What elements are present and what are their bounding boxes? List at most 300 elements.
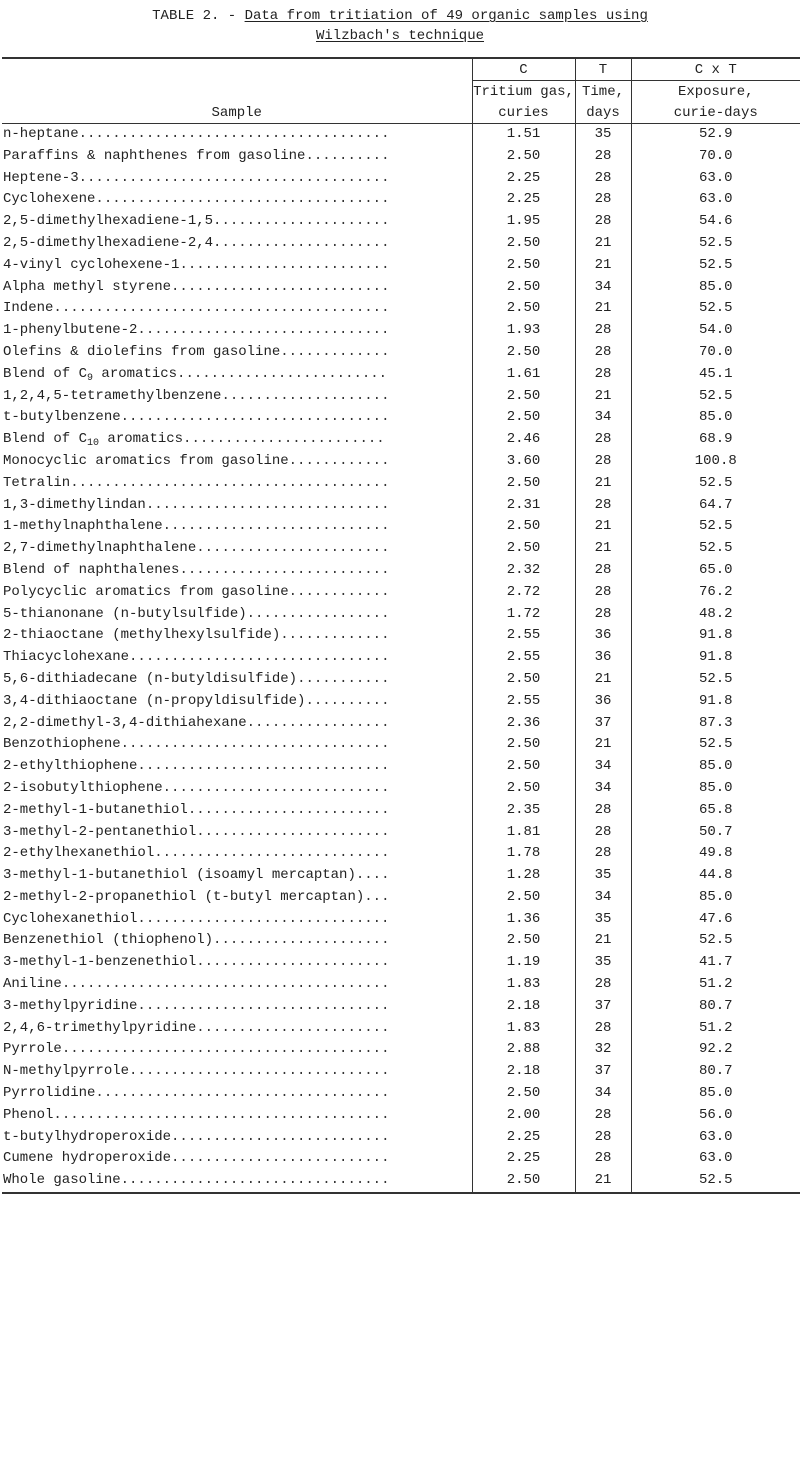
- table-row: [2, 233, 800, 255]
- sample-name-cell: [2, 887, 472, 909]
- curies-cell: 2.35: [472, 800, 575, 822]
- curie-days-cell: 85.0: [631, 277, 800, 299]
- days-cell: 28: [575, 211, 631, 233]
- days-cell: 21: [575, 538, 631, 560]
- curie-days-cell: 76.2: [631, 582, 800, 604]
- leader-dots: .......................: [196, 1019, 390, 1036]
- table-row: [2, 255, 800, 277]
- leader-dots: .......................................: [61, 976, 390, 993]
- leader-dots: .........................: [179, 256, 390, 273]
- curie-days-cell: 63.0: [631, 1148, 800, 1170]
- table-row: [2, 560, 800, 582]
- sample-name: Blend of naphthalenes: [3, 561, 180, 578]
- curie-days-cell: 85.0: [631, 778, 800, 800]
- sample-name: 4-vinyl cyclohexene-1: [3, 256, 180, 273]
- curies-cell: 2.25: [472, 189, 575, 211]
- sample-name: Alpha methyl styrene: [3, 278, 172, 295]
- curie-days-cell: 85.0: [631, 1083, 800, 1105]
- curie-days-cell: 80.7: [631, 1061, 800, 1083]
- leader-dots: ........................: [183, 431, 385, 448]
- table-row: [2, 625, 800, 647]
- table-row: [2, 713, 800, 735]
- curie-days-cell: 51.2: [631, 1018, 800, 1040]
- days-cell: 28: [575, 800, 631, 822]
- sample-name: Cyclohexene: [3, 191, 96, 208]
- curies-cell: 2.00: [472, 1105, 575, 1127]
- table-caption: Data from tritiation of 49 organic samples using: [244, 8, 648, 24]
- leader-dots: ..............................: [137, 322, 390, 339]
- curie-days-cell: 52.5: [631, 930, 800, 952]
- table-bottom-rule: [2, 1192, 800, 1194]
- curie-days-cell: 100.8: [631, 451, 800, 473]
- table-row: [2, 429, 800, 451]
- sample-name-cell: [2, 1105, 472, 1127]
- leader-dots: ...........................: [162, 518, 390, 535]
- curie-days-cell: 45.1: [631, 364, 800, 386]
- sample-name-cell: [2, 364, 472, 386]
- sample-name-cell: [2, 734, 472, 756]
- table-row: [2, 691, 800, 713]
- curie-days-cell: 56.0: [631, 1105, 800, 1127]
- curies-cell: 2.50: [472, 255, 575, 277]
- sample-name-cell: [2, 713, 472, 735]
- curies-cell: 2.50: [472, 473, 575, 495]
- leader-dots: ..........................: [171, 278, 390, 295]
- leader-dots: ........................: [187, 801, 390, 818]
- sample-name: Heptene-3: [3, 169, 79, 186]
- curie-days-cell: 41.7: [631, 952, 800, 974]
- table-row: [2, 124, 800, 146]
- data-table: [2, 59, 800, 1192]
- curie-days-cell: 52.5: [631, 516, 800, 538]
- table-row: [2, 604, 800, 626]
- curie-days-cell: 54.6: [631, 211, 800, 233]
- sample-name: Tetralin: [3, 474, 71, 491]
- header-t-line1: Time,: [575, 81, 631, 103]
- days-cell: 34: [575, 1083, 631, 1105]
- sample-name: t-butylhydroperoxide: [3, 1128, 172, 1145]
- curies-cell: 1.19: [472, 952, 575, 974]
- table-row: [2, 1105, 800, 1127]
- curies-cell: 2.50: [472, 386, 575, 408]
- days-cell: 35: [575, 909, 631, 931]
- curie-days-cell: 85.0: [631, 407, 800, 429]
- curies-cell: 1.28: [472, 865, 575, 887]
- sample-name: 3,4-dithiaoctane (n-propyldisulfide): [3, 692, 306, 709]
- curies-cell: 1.51: [472, 124, 575, 146]
- header-c-symbol: C: [472, 59, 575, 81]
- days-cell: 28: [575, 1105, 631, 1127]
- sample-name-cell: [2, 277, 472, 299]
- header-blank: [2, 59, 472, 81]
- sample-name: 2,4,6-trimethylpyridine: [3, 1019, 197, 1036]
- curie-days-cell: 52.5: [631, 386, 800, 408]
- sample-name-subscript: 9: [87, 372, 94, 384]
- table-row: [2, 538, 800, 560]
- table-row: [2, 647, 800, 669]
- curie-days-cell: 85.0: [631, 887, 800, 909]
- curies-cell: 1.95: [472, 211, 575, 233]
- sample-name: Phenol: [3, 1106, 54, 1123]
- curies-cell: 2.25: [472, 1148, 575, 1170]
- sample-name-cell: [2, 168, 472, 190]
- days-cell: 28: [575, 451, 631, 473]
- sample-name-cell: [2, 473, 472, 495]
- table-row: [2, 168, 800, 190]
- curies-cell: 2.31: [472, 495, 575, 517]
- days-cell: 21: [575, 930, 631, 952]
- curie-days-cell: 52.5: [631, 734, 800, 756]
- table-row: [2, 1061, 800, 1083]
- curies-cell: 1.36: [472, 909, 575, 931]
- leader-dots: .......................................: [61, 1041, 390, 1058]
- sample-name-cell: [2, 604, 472, 626]
- sample-name-cell: [2, 1170, 472, 1192]
- curies-cell: 2.50: [472, 233, 575, 255]
- header-t-line2: days: [575, 102, 631, 124]
- sample-name: 2,2-dimethyl-3,4-dithiahexane: [3, 714, 247, 731]
- days-cell: 28: [575, 320, 631, 342]
- curie-days-cell: 44.8: [631, 865, 800, 887]
- sample-name-cell: [2, 342, 472, 364]
- curie-days-cell: 70.0: [631, 146, 800, 168]
- sample-name-cell: [2, 124, 472, 146]
- curie-days-cell: 85.0: [631, 756, 800, 778]
- curie-days-cell: 52.5: [631, 473, 800, 495]
- sample-name-cell: [2, 516, 472, 538]
- table-row: [2, 930, 800, 952]
- days-cell: 37: [575, 713, 631, 735]
- sample-name-cell: [2, 255, 472, 277]
- curie-days-cell: 68.9: [631, 429, 800, 451]
- curies-cell: 2.50: [472, 734, 575, 756]
- curies-cell: 1.83: [472, 974, 575, 996]
- sample-name-suffix: aromatics: [99, 431, 184, 448]
- days-cell: 28: [575, 560, 631, 582]
- table-row: [2, 909, 800, 931]
- curie-days-cell: 91.8: [631, 691, 800, 713]
- leader-dots: ..........: [305, 692, 390, 709]
- sample-name: Monocyclic aromatics from gasoline: [3, 452, 289, 469]
- leader-dots: ..............................: [137, 758, 390, 775]
- days-cell: 34: [575, 277, 631, 299]
- days-cell: 28: [575, 1148, 631, 1170]
- sample-name-cell: [2, 756, 472, 778]
- table-number: TABLE 2. -: [152, 8, 245, 24]
- table-row: [2, 298, 800, 320]
- table-row: [2, 1127, 800, 1149]
- table-row: [2, 189, 800, 211]
- curies-cell: 2.55: [472, 691, 575, 713]
- curie-days-cell: 63.0: [631, 189, 800, 211]
- leader-dots: ...............................: [129, 1063, 390, 1080]
- curies-cell: 2.50: [472, 538, 575, 560]
- header-blank-2: [2, 81, 472, 103]
- leader-dots: .....................: [213, 234, 390, 251]
- curies-cell: 2.46: [472, 429, 575, 451]
- curie-days-cell: 65.8: [631, 800, 800, 822]
- table-row: [2, 146, 800, 168]
- table-row: [2, 800, 800, 822]
- sample-name-cell: [2, 211, 472, 233]
- table-row: [2, 887, 800, 909]
- table-caption-continued: Wilzbach's technique: [315, 28, 485, 44]
- table-body: [2, 124, 800, 1193]
- sample-name: Blend of C: [3, 365, 88, 382]
- header-ct-symbol: C x T: [631, 59, 800, 81]
- leader-dots: ............: [288, 583, 390, 600]
- curies-cell: 2.32: [472, 560, 575, 582]
- curies-cell: 2.50: [472, 756, 575, 778]
- days-cell: 37: [575, 996, 631, 1018]
- sample-name: 5,6-dithiadecane (n-butyldisulfide): [3, 670, 298, 687]
- curie-days-cell: 92.2: [631, 1039, 800, 1061]
- sample-name-cell: [2, 189, 472, 211]
- leader-dots: .....................: [213, 213, 390, 230]
- leader-dots: .........................: [179, 561, 390, 578]
- days-cell: 28: [575, 1127, 631, 1149]
- curies-cell: 2.25: [472, 1127, 575, 1149]
- sample-name: 2-methyl-2-propanethiol (t-butyl mercaptan): [3, 888, 365, 905]
- sample-name-cell: [2, 822, 472, 844]
- sample-name: Pyrrole: [3, 1041, 62, 1058]
- sample-name: Thiacyclohexane: [3, 649, 130, 666]
- days-cell: 36: [575, 691, 631, 713]
- table-row: [2, 843, 800, 865]
- curie-days-cell: 91.8: [631, 625, 800, 647]
- curies-cell: 2.36: [472, 713, 575, 735]
- curies-cell: 2.50: [472, 298, 575, 320]
- sample-name: 3-methyl-1-benzenethiol: [3, 954, 197, 971]
- curies-cell: 2.50: [472, 1083, 575, 1105]
- days-cell: 28: [575, 843, 631, 865]
- table-row: [2, 734, 800, 756]
- sample-name-cell: [2, 1148, 472, 1170]
- days-cell: 32: [575, 1039, 631, 1061]
- days-cell: 35: [575, 952, 631, 974]
- table-row: [2, 516, 800, 538]
- sample-name-cell: [2, 451, 472, 473]
- curies-cell: 1.78: [472, 843, 575, 865]
- curies-cell: 2.18: [472, 996, 575, 1018]
- leader-dots: .....................................: [78, 126, 390, 142]
- sample-name: 2-ethylthiophene: [3, 758, 138, 775]
- days-cell: 21: [575, 298, 631, 320]
- leader-dots: .................: [246, 714, 390, 731]
- curies-cell: 2.72: [472, 582, 575, 604]
- leader-dots: ........................................: [53, 300, 390, 317]
- table-row: [2, 952, 800, 974]
- table-row: [2, 364, 800, 386]
- curie-days-cell: 64.7: [631, 495, 800, 517]
- table-row: [2, 277, 800, 299]
- leader-dots: ................................: [120, 736, 390, 753]
- table-row: [2, 407, 800, 429]
- header-c-line1: Tritium gas,: [472, 81, 575, 103]
- curie-days-cell: 51.2: [631, 974, 800, 996]
- curie-days-cell: 63.0: [631, 1127, 800, 1149]
- curies-cell: 2.50: [472, 516, 575, 538]
- table-row: [2, 974, 800, 996]
- sample-name-cell: [2, 1127, 472, 1149]
- sample-name: 2,5-dimethylhexadiene-2,4: [3, 234, 214, 251]
- curies-cell: 3.60: [472, 451, 575, 473]
- curies-cell: 2.50: [472, 407, 575, 429]
- curie-days-cell: 52.5: [631, 1170, 800, 1192]
- days-cell: 28: [575, 822, 631, 844]
- days-cell: 36: [575, 625, 631, 647]
- days-cell: 21: [575, 669, 631, 691]
- curie-days-cell: 48.2: [631, 604, 800, 626]
- sample-name-cell: [2, 691, 472, 713]
- sample-name: Cumene hydroperoxide: [3, 1150, 172, 1167]
- data-table-container: [2, 57, 800, 1194]
- header-c-line2: curies: [472, 102, 575, 124]
- curies-cell: 1.83: [472, 1018, 575, 1040]
- leader-dots: .............: [280, 343, 390, 360]
- table-row: [2, 320, 800, 342]
- sample-name: t-butylbenzene: [3, 409, 121, 426]
- table-row: [2, 996, 800, 1018]
- curies-cell: 2.55: [472, 625, 575, 647]
- sample-name: 1,2,4,5-tetramethylbenzene: [3, 387, 222, 404]
- sample-name-cell: [2, 233, 472, 255]
- sample-name-cell: [2, 625, 472, 647]
- days-cell: 28: [575, 974, 631, 996]
- leader-dots: ......................................: [70, 474, 390, 491]
- curies-cell: 2.88: [472, 1039, 575, 1061]
- sample-name-cell: [2, 560, 472, 582]
- curie-days-cell: 91.8: [631, 647, 800, 669]
- leader-dots: ....................: [221, 387, 390, 404]
- table-row: [2, 342, 800, 364]
- sample-name-cell: [2, 647, 472, 669]
- curie-days-cell: 70.0: [631, 342, 800, 364]
- sample-name: Benzothiophene: [3, 736, 121, 753]
- leader-dots: .......................: [196, 540, 390, 557]
- sample-name: 3-methylpyridine: [3, 997, 138, 1014]
- days-cell: 21: [575, 473, 631, 495]
- curie-days-cell: 52.5: [631, 298, 800, 320]
- days-cell: 28: [575, 342, 631, 364]
- sample-name: n-heptane: [3, 126, 79, 142]
- sample-name-cell: [2, 582, 472, 604]
- sample-name-cell: [2, 1083, 472, 1105]
- leader-dots: ...........: [297, 670, 390, 687]
- curie-days-cell: 52.5: [631, 233, 800, 255]
- table-row: [2, 1148, 800, 1170]
- days-cell: 37: [575, 1061, 631, 1083]
- table-row: [2, 669, 800, 691]
- sample-name: Pyrrolidine: [3, 1085, 96, 1102]
- sample-name-cell: [2, 669, 472, 691]
- sample-name: Aniline: [3, 976, 62, 993]
- table-row: [2, 582, 800, 604]
- table-row: [2, 495, 800, 517]
- leader-dots: ..........: [305, 147, 390, 164]
- leader-dots: ................................: [120, 1172, 390, 1189]
- sample-name: 2,7-dimethylnaphthalene: [3, 540, 197, 557]
- sample-name: 1,3-dimethylindan: [3, 496, 146, 513]
- table-title-line-1: [0, 6, 800, 26]
- days-cell: 34: [575, 756, 631, 778]
- days-cell: 21: [575, 734, 631, 756]
- days-cell: 28: [575, 364, 631, 386]
- curie-days-cell: 52.5: [631, 669, 800, 691]
- sample-name-cell: [2, 538, 472, 560]
- curie-days-cell: 87.3: [631, 713, 800, 735]
- sample-name-cell: [2, 1039, 472, 1061]
- sample-name-cell: [2, 996, 472, 1018]
- header-t-symbol: T: [575, 59, 631, 81]
- table-row: [2, 822, 800, 844]
- sample-name: Cyclohexanethiol: [3, 910, 138, 927]
- leader-dots: ............................: [154, 845, 390, 862]
- days-cell: 36: [575, 647, 631, 669]
- days-cell: 21: [575, 1170, 631, 1192]
- sample-name-cell: [2, 429, 472, 451]
- days-cell: 28: [575, 146, 631, 168]
- table-row: [2, 451, 800, 473]
- leader-dots: ...............................: [129, 649, 390, 666]
- sample-name-cell: [2, 146, 472, 168]
- table-row: [2, 1039, 800, 1061]
- sample-name-cell: [2, 974, 472, 996]
- leader-dots: ..........................: [171, 1128, 390, 1145]
- leader-dots: .................: [246, 605, 390, 622]
- leader-dots: ............: [288, 452, 390, 469]
- days-cell: 28: [575, 582, 631, 604]
- curie-days-cell: 65.0: [631, 560, 800, 582]
- leader-dots: .............................: [145, 496, 390, 513]
- curie-days-cell: 80.7: [631, 996, 800, 1018]
- header-ct-line1: Exposure,: [631, 81, 800, 103]
- table-row: [2, 1170, 800, 1192]
- curie-days-cell: 52.5: [631, 538, 800, 560]
- sample-name: Blend of C: [3, 431, 88, 448]
- sample-name-cell: [2, 495, 472, 517]
- days-cell: 21: [575, 516, 631, 538]
- curie-days-cell: 63.0: [631, 168, 800, 190]
- leader-dots: ...................................: [95, 1085, 390, 1102]
- sample-name-cell: [2, 843, 472, 865]
- leader-dots: .....................: [213, 932, 390, 949]
- curies-cell: 2.50: [472, 146, 575, 168]
- curies-cell: 2.50: [472, 1170, 575, 1192]
- days-cell: 35: [575, 865, 631, 887]
- curie-days-cell: 50.7: [631, 822, 800, 844]
- days-cell: 28: [575, 429, 631, 451]
- sample-name: 1-phenylbutene-2: [3, 322, 138, 339]
- leader-dots: .......................: [196, 954, 390, 971]
- leader-dots: .........................: [177, 365, 388, 382]
- curies-cell: 2.18: [472, 1061, 575, 1083]
- sample-name: 3-methyl-1-butanethiol (isoamyl mercaptan): [3, 867, 356, 884]
- curies-cell: 2.50: [472, 669, 575, 691]
- curies-cell: 2.50: [472, 887, 575, 909]
- curies-cell: 1.93: [472, 320, 575, 342]
- sample-name: 2-isobutylthiophene: [3, 779, 163, 796]
- sample-name: N-methylpyrrole: [3, 1063, 130, 1080]
- sample-name: 2-ethylhexanethiol: [3, 845, 155, 862]
- days-cell: 28: [575, 604, 631, 626]
- sample-name-cell: [2, 800, 472, 822]
- curie-days-cell: 52.9: [631, 124, 800, 146]
- days-cell: 28: [575, 495, 631, 517]
- leader-dots: ..............................: [137, 997, 390, 1014]
- table-row: [2, 1083, 800, 1105]
- table-title-line-2: [0, 26, 800, 46]
